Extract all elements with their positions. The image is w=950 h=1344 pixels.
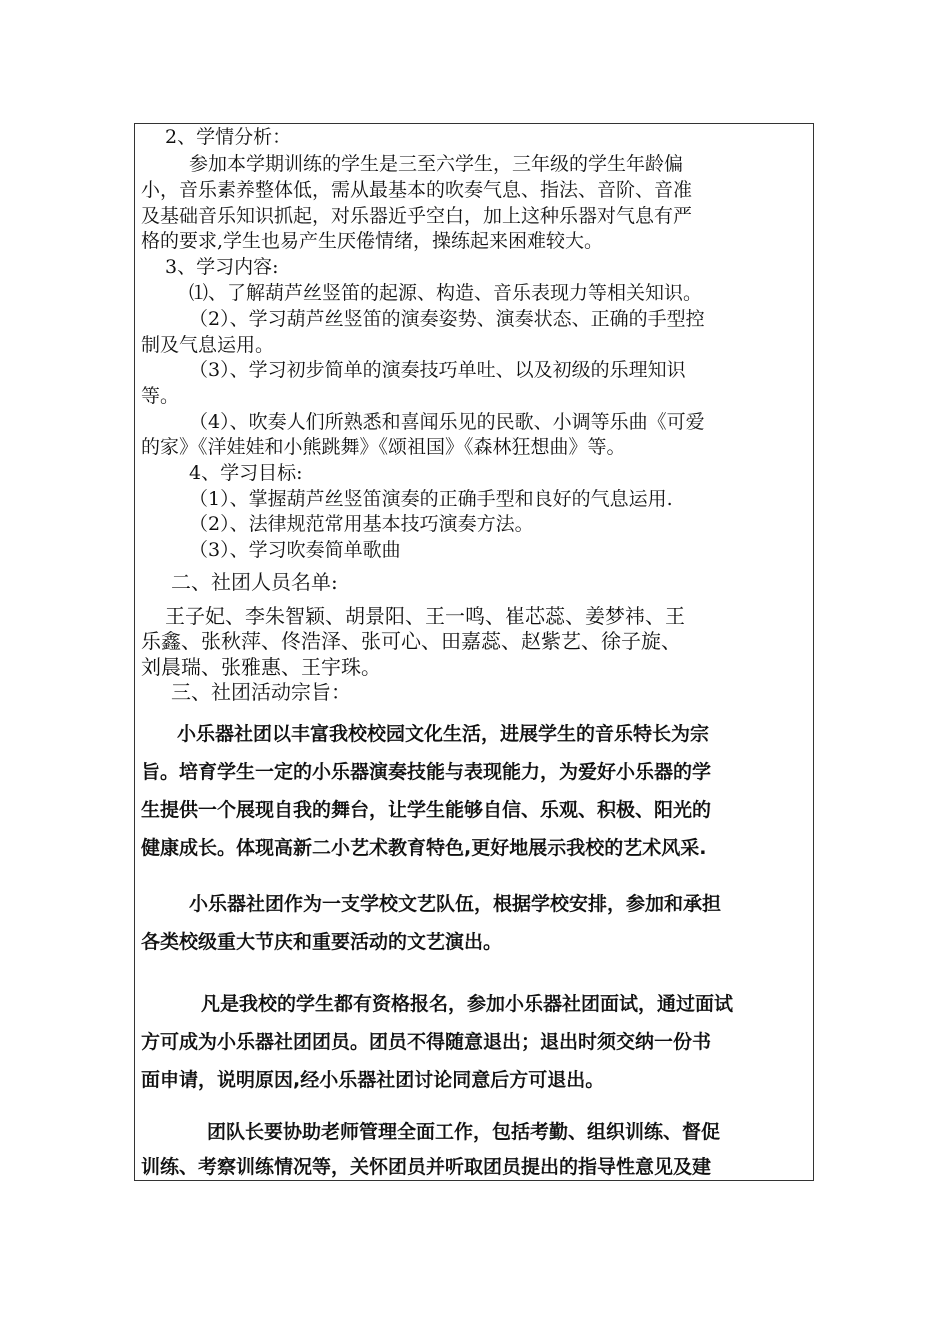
paragraph-line: 小，音乐素养整体低，需从最基本的吹奏气息、指法、音阶、音准 [141,179,693,201]
member-line: 乐鑫、张秋萍、佟浩泽、张可心、田嘉蕊、赵紫艺、徐子旋、 [141,629,681,653]
heading-member-list: 二、社团人员名单: [171,570,338,594]
heading-club-purpose: 三、社团活动宗旨： [171,680,351,704]
heading-learning-analysis: 2、学情分析： [165,126,292,148]
paragraph-line: 格的要求,学生也易产生厌倦情绪，操练起来困难较大。 [141,230,604,252]
membership-paragraph-line: 方可成为小乐器社团团员。团员不得随意退出；退出时须交纳一份书 [141,1031,712,1053]
leader-paragraph-line: 训练、考察训练情况等，关怀团员并听取团员提出的指导性意见及建 [141,1156,712,1178]
content-item-4-cont: 的家》《洋娃娃和小熊跳舞》《颂祖国》《森林狂想曲》等。 [141,436,626,458]
member-line: 王子妃、李朱智颖、胡景阳、王一鸣、崔芯蕊、姜梦祎、王 [165,604,685,628]
purpose-paragraph-line: 健康成长。体现高新二小艺术教育特色,更好地展示我校的艺术风采. [141,837,707,859]
paragraph-line: 及基础音乐知识抓起，对乐器近乎空白，加上这种乐器对气息有严 [141,205,693,227]
duty-paragraph-line: 小乐器社团作为一支学校文艺队伍，根据学校安排，参加和承担 [189,893,722,915]
purpose-paragraph-line: 旨。培育学生一定的小乐器演奏技能与表现能力，为爱好小乐器的学 [141,761,712,783]
content-item-2-cont: 制及气息运用。 [141,334,275,356]
membership-paragraph-line: 凡是我校的学生都有资格报名，参加小乐器社团面试，通过面试 [201,993,734,1015]
heading-learning-content: 3、学习内容: [165,256,279,278]
content-item-3: （3）、学习初步简单的演奏技巧单吐、以及初级的乐理知识 [189,359,686,381]
goal-item-3: （3）、学习吹奏简单歌曲 [189,539,401,561]
purpose-paragraph-line: 小乐器社团以丰富我校校园文化生活，进展学生的音乐特长为宗 [177,723,710,745]
goal-item-2: （2）、法律规范常用基本技巧演奏方法。 [189,513,534,535]
member-line: 刘晨瑞、张雅惠、王宇珠。 [141,655,381,679]
document-frame [134,123,814,1181]
membership-paragraph-line: 面申请，说明原因,经小乐器社团讨论同意后方可退出。 [141,1069,605,1091]
content-item-4: （4）、吹奏人们所熟悉和喜闻乐见的民歌、小调等乐曲《可爱 [189,411,705,433]
goal-item-1: （1）、掌握葫芦丝竖笛演奏的正确手型和良好的气息运用. [189,488,673,510]
content-item-2: （2）、学习葫芦丝竖笛的演奏姿势、演奏状态、正确的手型控 [189,308,705,330]
purpose-paragraph-line: 生提供一个展现自我的舞台，让学生能够自信、乐观、积极、阳光的 [141,799,712,821]
content-item-3-cont: 等。 [141,385,180,407]
paragraph-line: 参加本学期训练的学生是三至六学生，三年级的学生年龄偏 [189,153,684,175]
duty-paragraph-line: 各类校级重大节庆和重要活动的文艺演出。 [141,931,503,953]
heading-learning-goals: 4、学习目标: [189,462,303,484]
content-item-1: ⑴、了解葫芦丝竖笛的起源、构造、音乐表现力等相关知识。 [189,282,703,304]
leader-paragraph-line: 团队长要协助老师管理全面工作，包括考勤、组织训练、督促 [207,1121,721,1143]
